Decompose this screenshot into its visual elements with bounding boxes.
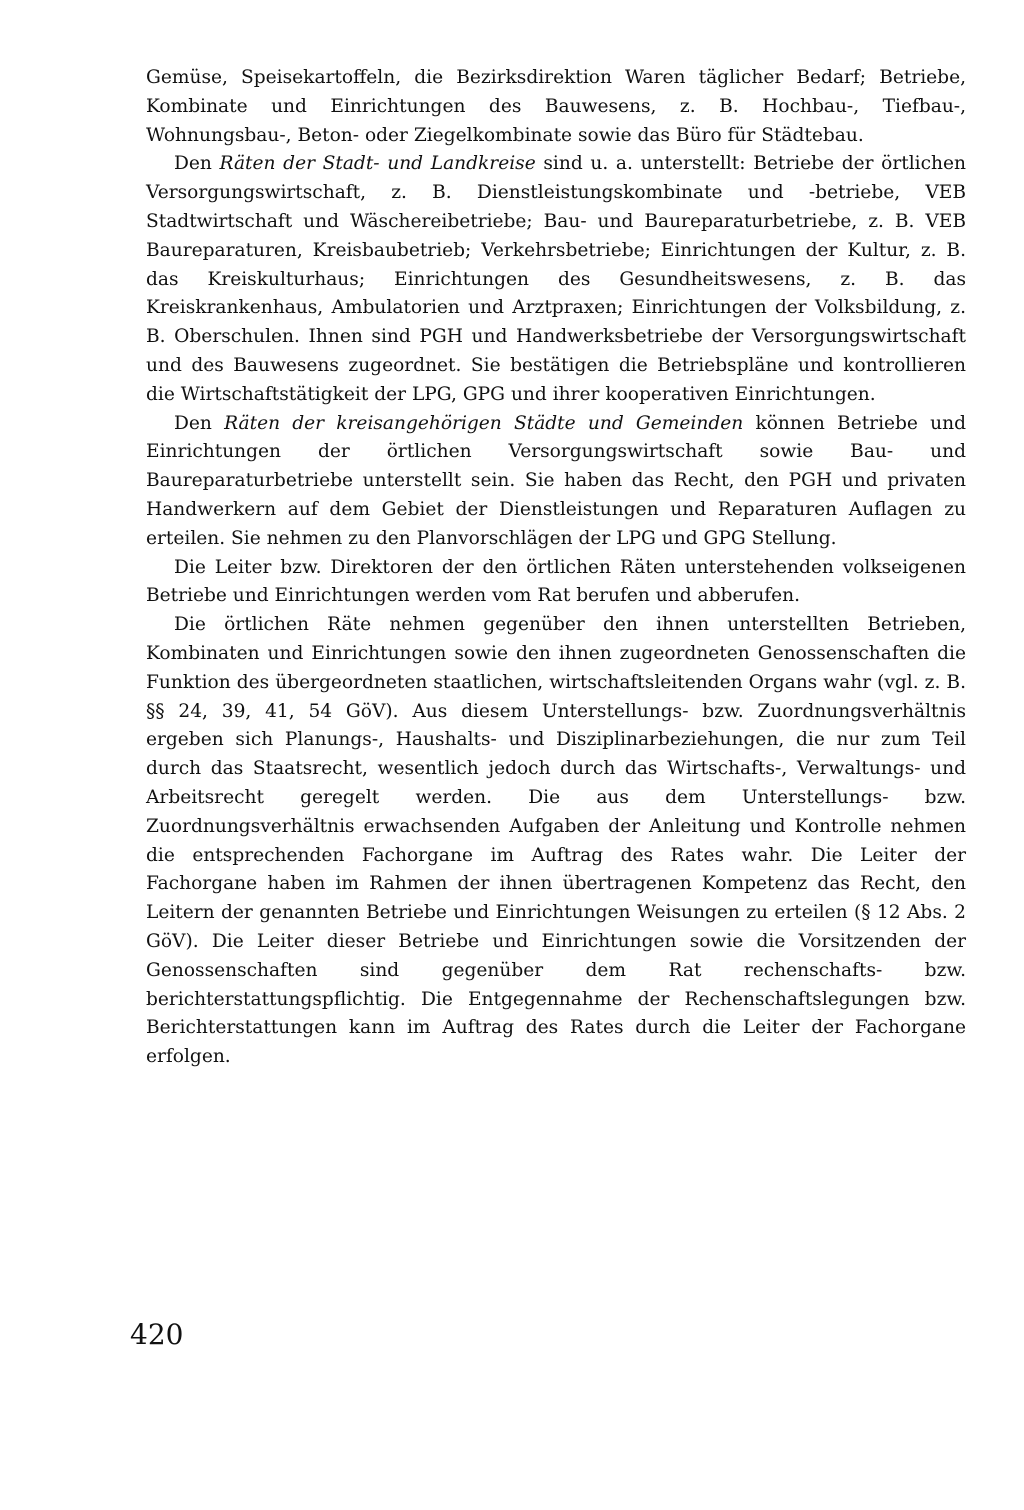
text-segment: Die örtlichen Räte nehmen gegenüber den ihnen unterstellten Betrieben, Kombinaten und Einrichtungen sowie den ihnen zugeordneten Genossenschaften die Funktion des übergeordneten staatlichen, wirtschaftsleitenden Organs wahr (vgl. z. B. §§ 24, 39, 41, 54 GöV). Aus diesem Unterstellungs- bzw. Zuordnungsverhältnis ergeben sich Planungs-, Haushalts- und Disziplinarbeziehungen, die nur zum Teil durch das Staatsrecht, wesentlich jedoch durch das Wirtschafts-, Verwaltungs- und Arbeitsrecht geregelt werden. Die aus dem Unterstellungs- bzw. Zuordnungsverhältnis erwachsenden Aufgaben der Anleitung und Kontrolle nehmen die entsprechenden Fachorgane im Auftrag des Rates wahr. Die Leiter der Fachorgane haben im Rahmen der ihnen übertragenen Kompetenz das Recht, den Leitern der genannten Betriebe und Einrichtungen Weisungen zu erteilen (§ 12 Abs. 2 GöV). Die Leiter dieser Betriebe und Einrichtungen sowie die Vorsitzenden der Genossenschaften sind gegenüber dem Rat rechenschafts- bzw. berichterstattungspflichtig. Die Entgegennahme der Rechenschaftslegungen bzw. Berichterstattungen kann im Auftrag des Rates durch die Leiter der Fachorgane erfolgen.	[146, 614, 966, 1068]
text-segment: Gemüse, Speisekartoffeln, die Bezirksdirektion Waren täglicher Bedarf; Betriebe, Kombinate und Einrichtungen des Bauwesens, z. B. Hochbau-, Tiefbau-, Wohnungsbau-, Beton- oder Ziegelkombinate sowie das Büro für Städtebau.	[146, 67, 966, 146]
italic-term: Räten der kreisangehörigen Städte und Gemeinden	[224, 412, 744, 434]
text-segment: Den	[174, 153, 220, 175]
paragraph-staedte-gemeinden	[146, 410, 966, 554]
text-segment: sind u. a. unterstellt: Betriebe der örtlichen Versorgungswirtschaft, z. B. Dienstleistungskombinate und -betriebe, VEB Stadtwirtschaft und Wäschereibetriebe; Bau- und Baureparaturbetriebe, z. B. VEB Baureparaturen, Kreisbaubetrieb; Verkehrsbetriebe; Einrichtungen der Kultur, z. B. das Kreiskulturhaus; Einrichtungen des Gesundheitswesens, z. B. das Kreiskrankenhaus, Ambulatorien und Arztpraxen; Einrichtungen der Volksbildung, z. B. Oberschulen. Ihnen sind PGH und Handwerksbetriebe der Versorgungswirtschaft und des Bauwesens zugeordnet. Sie bestätigen die Betriebspläne und kontrollieren die Wirtschaftstätigkeit der LPG, GPG und ihrer kooperativen Einrichtungen.	[146, 153, 966, 405]
italic-term: Räten der Stadt- und Landkreise	[219, 153, 536, 175]
text-segment: können Betriebe und Einrichtungen der örtlichen Versorgungswirtschaft sowie Bau- und Baureparaturbetriebe unterstellt sein. Sie haben das Recht, den PGH und privaten Handwerkern auf dem Gebiet der Dienstleistungen und Reparaturen Auflagen zu erteilen. Sie nehmen zu den Planvorschlägen der LPG und GPG Stellung.	[146, 412, 966, 549]
body-text	[146, 64, 966, 1072]
text-segment: Den	[174, 412, 225, 434]
paragraph-oertliche-raete	[146, 611, 966, 1072]
paragraph-leiter-direktoren	[146, 554, 966, 612]
paragraph-stadt-landkreise	[146, 150, 966, 409]
text-segment: Die Leiter bzw. Direktoren der den örtlichen Räten unterstehenden volkseigenen Betriebe und Einrichtungen werden vom Rat berufen und abberufen.	[146, 556, 966, 607]
page-number: 420	[130, 1318, 184, 1351]
paragraph-continuation	[146, 64, 966, 150]
